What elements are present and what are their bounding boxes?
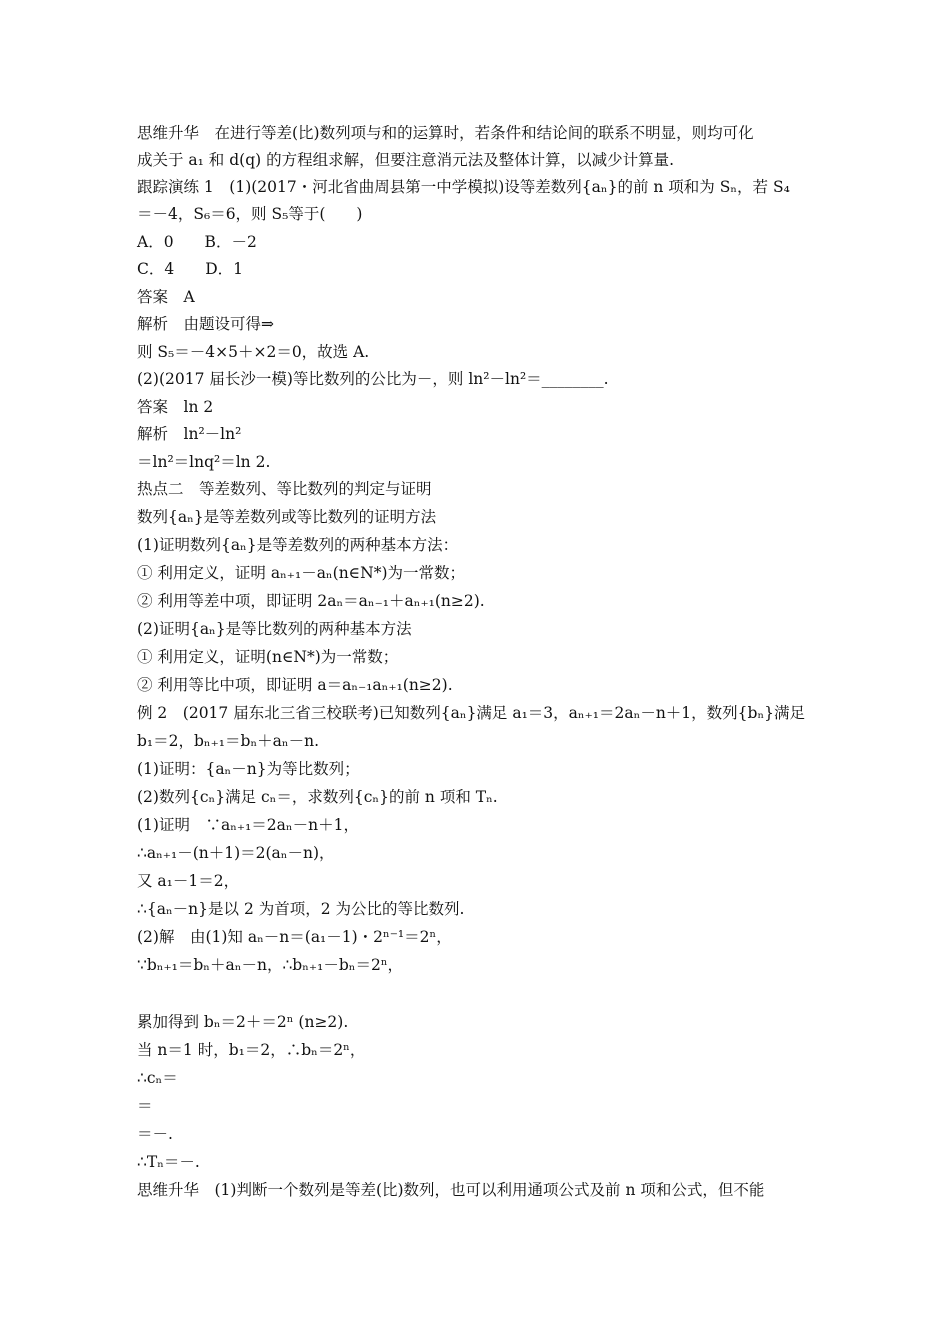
text-line: ＝ln²＝lnq²＝ln 2. <box>137 453 271 471</box>
text-line: 跟踪演练 1 (1)(2017・河北省曲周县第一中学模拟)设等差数列{aₙ}的前 n 项和为 Sₙ，若 S₄ <box>137 178 790 196</box>
text-line: ① 利用定义，证明 aₙ₊₁－aₙ(n∈N*)为一常数； <box>137 564 466 582</box>
text-line: 成关于 a₁ 和 d(q) 的方程组求解，但要注意消元法及整体计算，以减少计算量. <box>137 151 675 169</box>
text-line: ＝－4，S₆＝6，则 S₅等于( ) <box>137 205 363 223</box>
text-line: (1)证明 ∵aₙ₊₁＝2aₙ－n＋1， <box>137 816 359 834</box>
text-line: (1)证明数列{aₙ}是等差数列的两种基本方法： <box>137 536 459 554</box>
text-line: (1)证明：{aₙ－n}为等比数列； <box>137 760 360 778</box>
text-line: ① 利用定义，证明(n∈N*)为一常数； <box>137 648 399 666</box>
text-line: (2)证明{aₙ}是等比数列的两种基本方法 <box>137 620 412 638</box>
text-line: 则 S₅＝－4×5＋×2＝0，故选 A. <box>137 343 370 361</box>
text-line: 思维升华 在进行等差(比)数列项与和的运算时，若条件和结论间的联系不明显，则均可化 <box>137 124 754 142</box>
text-line: 数列{aₙ}是等差数列或等比数列的证明方法 <box>137 508 437 526</box>
text-line: ＝－. <box>137 1125 173 1143</box>
text-line: ② 利用等比中项，即证明 a＝aₙ₋₁aₙ₊₁(n≥2). <box>137 676 453 694</box>
text-line: C．4 D．1 <box>137 260 244 278</box>
text-line: 答案 ln 2 <box>137 398 214 416</box>
text-line: 例 2 (2017 届东北三省三校联考)已知数列{aₙ}满足 a₁＝3，aₙ₊₁＝2aₙ－n＋1，数列{bₙ}满足 <box>137 704 806 722</box>
text-line: ∵bₙ₊₁＝bₙ＋aₙ－n，∴bₙ₊₁－bₙ＝2ⁿ， <box>137 956 404 974</box>
text-line: 解析 ln²－ln² <box>137 425 242 443</box>
text-line: 又 a₁－1＝2， <box>137 872 240 890</box>
text-line: 当 n＝1 时，b₁＝2，∴bₙ＝2ⁿ， <box>137 1041 366 1059</box>
text-line: 思维升华 (1)判断一个数列是等差(比)数列，也可以利用通项公式及前 n 项和公式，但不能 <box>137 1181 765 1199</box>
text-line: 解析 由题设可得⇒ <box>137 315 274 333</box>
text-line: ＝ <box>137 1097 153 1115</box>
text-line: (2)解 由(1)知 aₙ－n＝(a₁－1)・2ⁿ⁻¹＝2ⁿ， <box>137 928 452 946</box>
text-line: (2)(2017 届长沙一模)等比数列的公比为－，则 ln²－ln²＝________. <box>137 370 609 388</box>
text-line: b₁＝2，bₙ₊₁＝bₙ＋aₙ－n. <box>137 732 320 750</box>
text-line: ② 利用等差中项，即证明 2aₙ＝aₙ₋₁＋aₙ₊₁(n≥2). <box>137 592 485 610</box>
text-line: ∴{aₙ－n}是以 2 为首项，2 为公比的等比数列. <box>137 900 465 918</box>
text-line: ∴Tₙ＝－. <box>137 1153 200 1171</box>
text-line: A．0 B．－2 <box>137 233 257 251</box>
text-line: (2)数列{cₙ}满足 cₙ＝，求数列{cₙ}的前 n 项和 Tₙ. <box>137 788 498 806</box>
section-heading: 热点二 等差数列、等比数列的判定与证明 <box>137 480 432 498</box>
text-line: 累加得到 bₙ＝2＋＝2ⁿ (n≥2). <box>137 1013 349 1031</box>
text-line: ∴cₙ＝ <box>137 1069 178 1087</box>
text-line: 答案 A <box>137 288 195 306</box>
text-line: ∴aₙ₊₁－(n＋1)＝2(aₙ－n)， <box>137 844 335 862</box>
